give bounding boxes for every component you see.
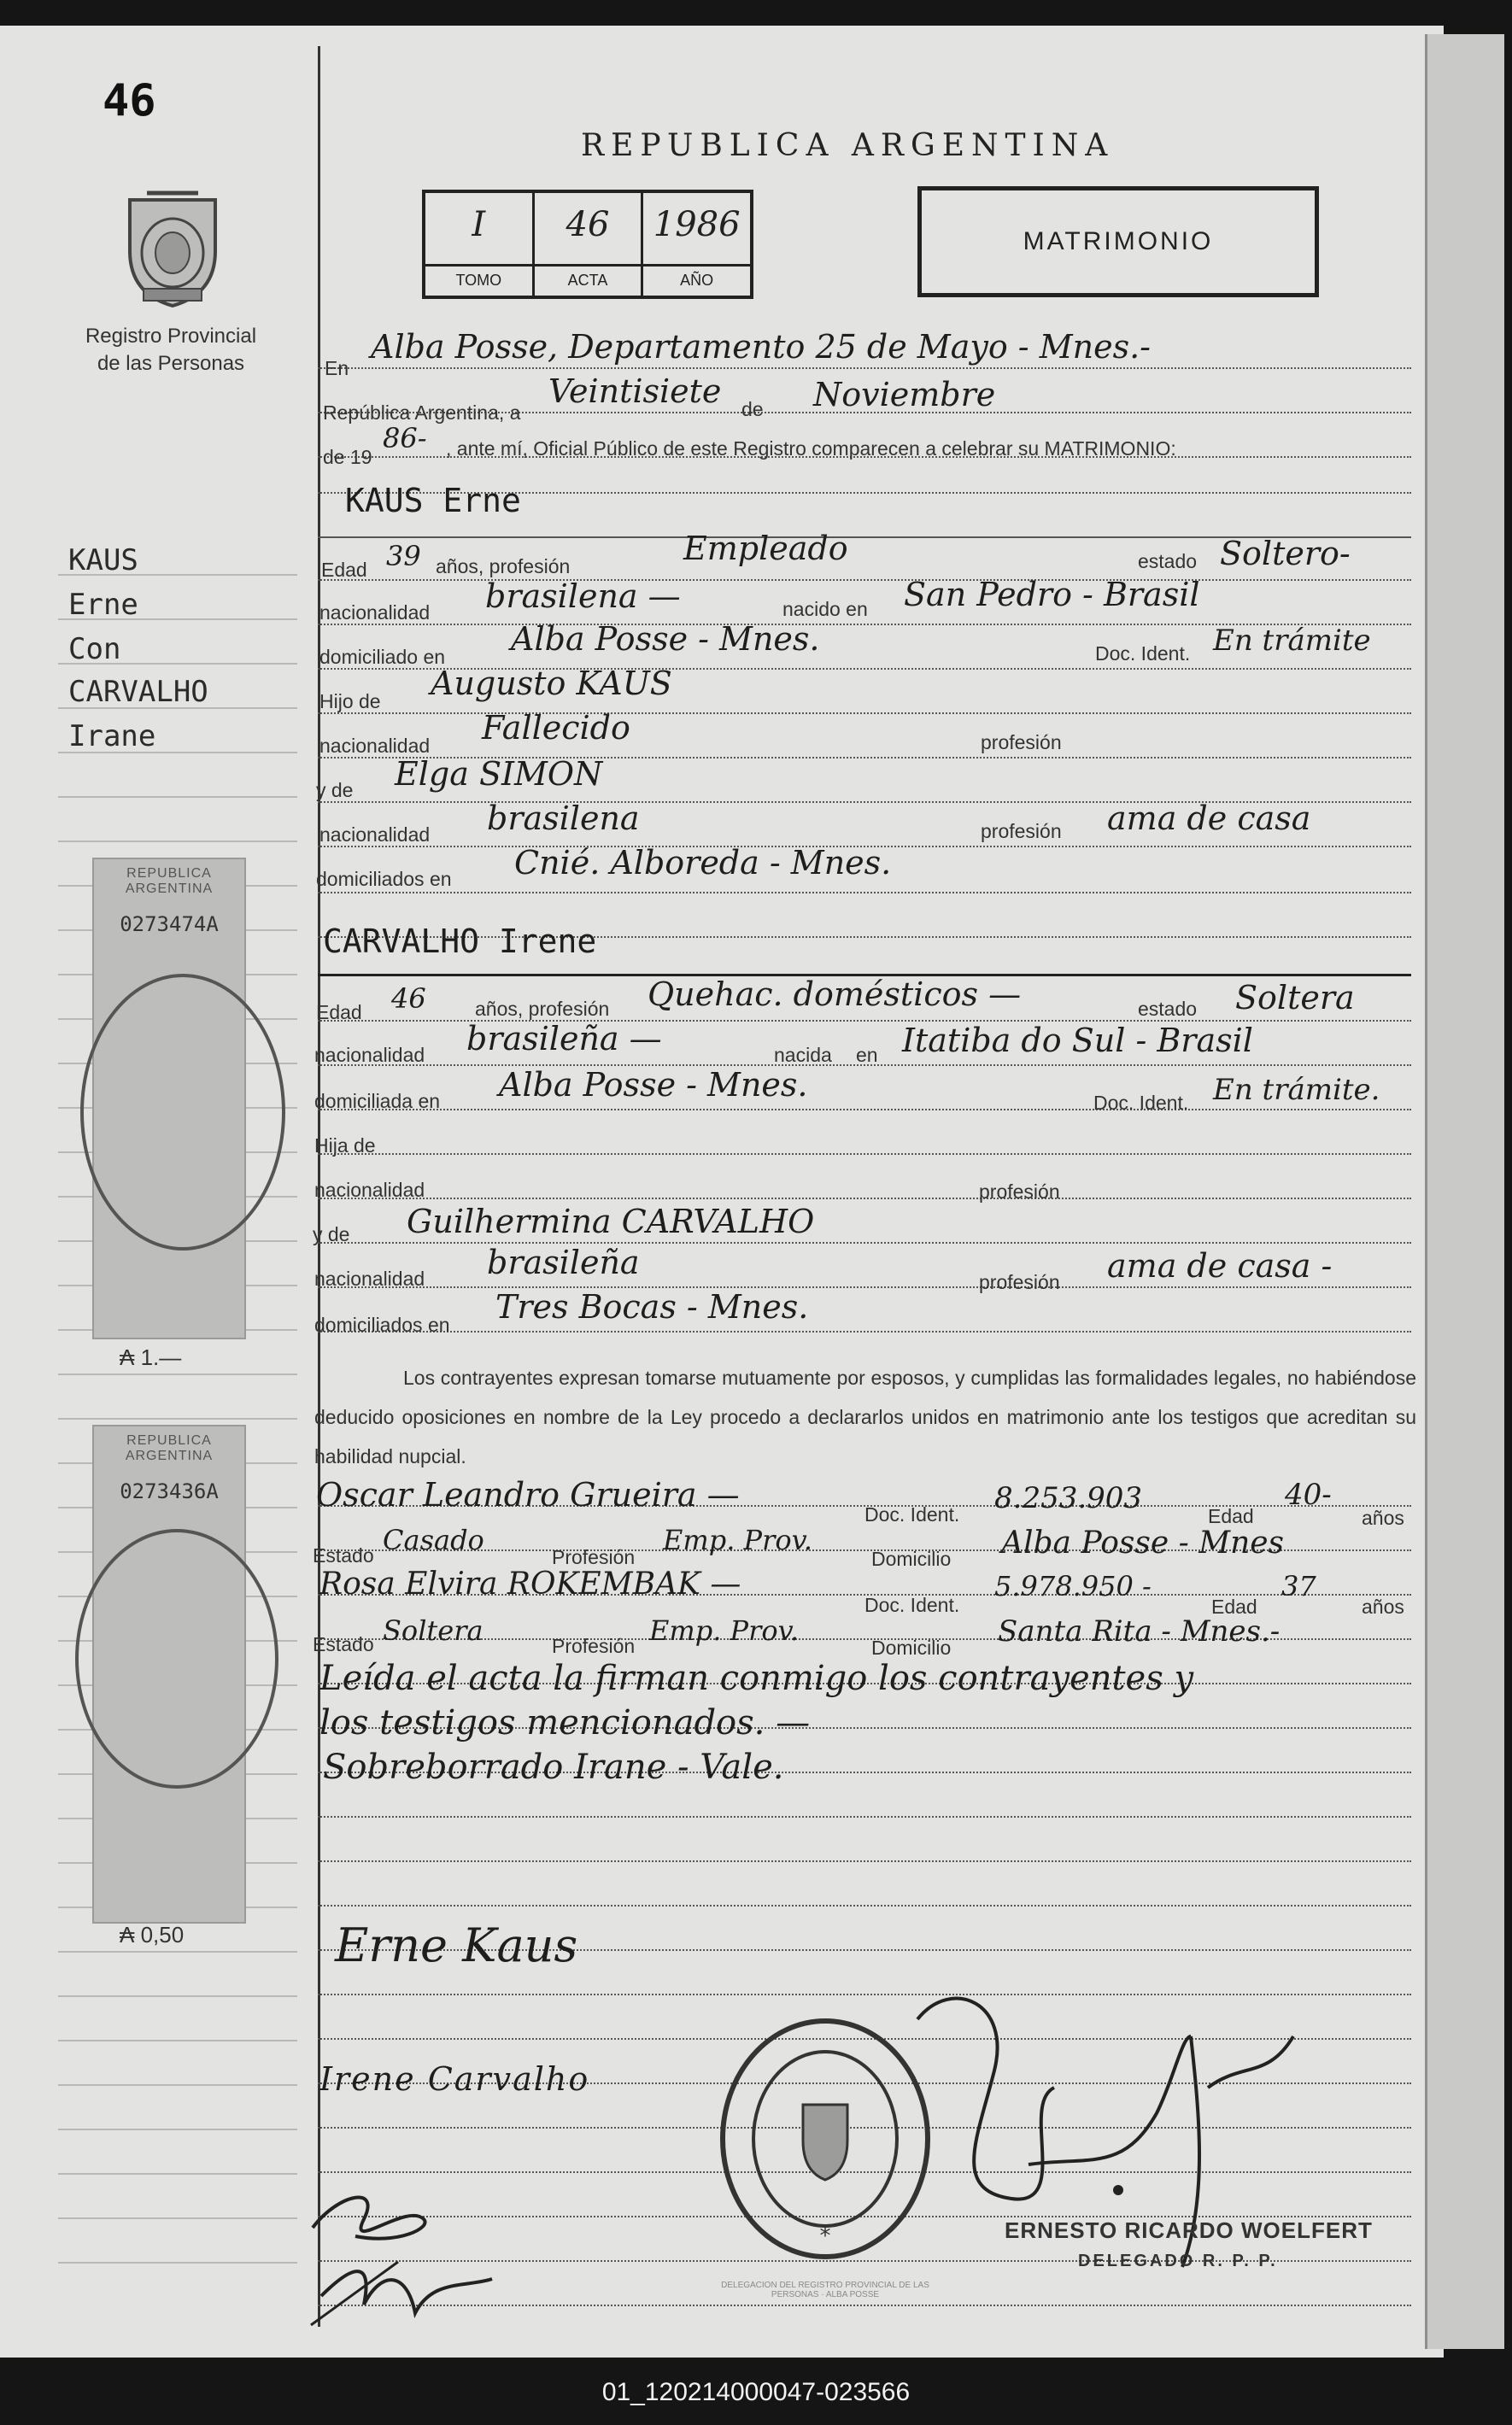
margin-line — [58, 1418, 297, 1420]
ruled-line — [318, 1242, 1411, 1244]
month-value: Noviembre — [813, 376, 996, 413]
label-doc-w1: Doc. Ident. — [864, 1503, 960, 1526]
acta-value: 46 — [566, 205, 610, 244]
bride-mother: Guilhermina CARVALHO — [407, 1203, 815, 1240]
bride-nationality: brasileña — — [466, 1020, 662, 1057]
margin-line — [58, 841, 297, 842]
bride-signature: Irene Carvalho — [319, 2060, 590, 2098]
witness-2-status: Soltera — [383, 1614, 483, 1647]
acta-label: ACTA — [535, 264, 642, 296]
margin-name-4: CARVALHO — [68, 675, 208, 709]
label-nacido-en: nacido en — [782, 598, 868, 620]
witness-signatures-icon — [304, 2185, 509, 2330]
label-en: En — [325, 357, 349, 379]
ruled-line — [318, 1109, 1411, 1110]
label-profesion-mother: profesión — [981, 820, 1062, 842]
place-value: Alba Posse, Departamento 25 de Mayo - Mnes.- — [371, 328, 1151, 366]
closing-line-2: los testigos mencionados. — — [319, 1703, 811, 1743]
closing-line-1: Leída el acta la firman conmigo los contrayentes y — [319, 1659, 1194, 1698]
ruled-line — [318, 1286, 1411, 1288]
label-hijo-de: Hijo de — [319, 690, 381, 712]
label-domiciliados-bride: domiciliados en — [314, 1314, 450, 1336]
stamp-1-number: 0273474A — [120, 912, 219, 936]
label-estado-groom: estado — [1138, 550, 1198, 572]
label-profesion-bride-father: profesión — [979, 1180, 1060, 1203]
margin-line — [58, 2129, 297, 2130]
label-doc-bride: Doc. Ident. — [1093, 1092, 1189, 1114]
label-domicilio-w2: Domicilio — [871, 1637, 952, 1659]
witness-1-profession: Emp. Prov. — [663, 1524, 813, 1556]
provincial-shield-icon — [118, 183, 227, 309]
label-domiciliados-groom: domiciliados en — [316, 868, 452, 890]
ruled-line — [318, 1905, 1411, 1907]
witness-2-age: 37 — [1281, 1570, 1316, 1602]
ruled-line — [318, 1331, 1411, 1333]
year-value: 86- — [383, 422, 427, 454]
document-title: REPUBLICA ARGENTINA — [581, 128, 1115, 163]
day-value: Veintisiete — [548, 372, 722, 410]
groom-mother: Elga SIMON — [395, 755, 603, 793]
registry-line-1: Registro Provincial — [85, 325, 257, 348]
witness-1-doc: 8.253.903 — [994, 1481, 1143, 1515]
acta-cell — [535, 193, 644, 296]
groom-nationality: brasilena — — [485, 577, 681, 615]
label-nacionalidad-groom: nacionalidad — [319, 601, 431, 624]
bride-doc: En trámite. — [1213, 1073, 1380, 1107]
bride-mother-nationality: brasileña — [487, 1244, 640, 1281]
bride-profession: Quehac. domésticos — — [648, 975, 1022, 1013]
stamp-1-value: ₳ 1.— — [120, 1344, 182, 1370]
bride-parents-address: Tres Bocas - Mnes. — [495, 1288, 809, 1326]
bride-mother-profession: ama de casa - — [1107, 1247, 1333, 1285]
bride-address: Alba Posse - Mnes. — [499, 1066, 808, 1104]
ruled-line — [318, 1153, 1411, 1155]
label-edad-w1: Edad — [1208, 1505, 1254, 1527]
label-profesion-father: profesión — [981, 731, 1062, 753]
ruled-line — [318, 892, 1411, 893]
witness-1-name: Oscar Leandro Grueira — — [316, 1476, 740, 1514]
tomo-value: I — [472, 205, 486, 244]
groom-name: KAUS Erne — [345, 482, 521, 519]
anio-cell — [643, 193, 750, 296]
label-nacionalidad-bride-mother: nacionalidad — [314, 1268, 425, 1290]
label-nacionalidad-bride: nacionalidad — [314, 1044, 425, 1066]
witness-1-status: Casado — [383, 1524, 484, 1556]
seal-caption: DELEGACION DEL REGISTRO PROVINCIAL DE LAS PERSONAS · ALBA POSSE — [721, 2281, 929, 2299]
witness-2-address: Santa Rita - Mnes.- — [998, 1614, 1281, 1649]
official-name: ERNESTO RICARDO WOELFERT — [1005, 2217, 1373, 2243]
label-nacida: nacida — [774, 1044, 832, 1066]
margin-line — [58, 796, 297, 798]
bride-status: Soltera — [1235, 979, 1355, 1016]
stamp-2-header: REPUBLICA ARGENTINA — [125, 1433, 214, 1463]
ruled-line — [318, 1860, 1411, 1862]
ruled-line — [318, 1198, 1411, 1199]
ruled-line — [318, 367, 1411, 369]
record-box — [422, 190, 753, 299]
margin-name-1: KAUS — [68, 543, 138, 577]
anio-value: 1986 — [653, 205, 741, 244]
groom-mother-profession: ama de casa — [1107, 800, 1311, 837]
label-nacionalidad-mother: nacionalidad — [319, 823, 431, 846]
groom-mother-nationality: brasilena — [487, 800, 640, 837]
groom-signature: Erne Kaus — [335, 1918, 578, 1972]
label-estado-w1: Estado — [313, 1544, 374, 1567]
stamp-2-value: ₳ 0,50 — [120, 1922, 185, 1948]
groom-birthplace: San Pedro - Brasil — [904, 576, 1200, 613]
bride-birthplace: Itatiba do Sul - Brasil — [902, 1022, 1253, 1059]
margin-name-2: Erne — [68, 588, 138, 622]
closing-line-3: Sobreborrado Irane - Vale. — [323, 1748, 784, 1787]
registry-name — [60, 323, 282, 378]
label-y-de-groom: y de — [316, 779, 354, 801]
margin-name-5: Irane — [68, 719, 156, 753]
groom-profession: Empleado — [683, 530, 848, 567]
groom-father: Augusto KAUS — [431, 665, 672, 702]
label-nacionalidad-bride-father: nacionalidad — [314, 1179, 425, 1201]
folio-number: 46 — [103, 75, 156, 126]
label-anos-w1: años — [1362, 1507, 1404, 1529]
groom-address: Alba Posse - Mnes. — [511, 620, 820, 658]
page-edge — [1425, 34, 1504, 2349]
registry-seal-stamp-1 — [80, 974, 285, 1251]
label-profesion-w2: Profesión — [552, 1635, 636, 1657]
label-edad-bride: Edad — [316, 1001, 362, 1023]
stamp-2-number: 0273436A — [120, 1479, 219, 1503]
witness-2-profession: Emp. Prov. — [649, 1614, 800, 1647]
label-republica: República Argentina, a — [323, 401, 521, 424]
label-anos-w2: años — [1362, 1596, 1404, 1618]
anio-label: AÑO — [643, 264, 750, 296]
margin-line — [58, 2217, 297, 2219]
witness-1-address: Alba Posse - Mnes — [1001, 1526, 1285, 1561]
stamp-1-header: REPUBLICA ARGENTINA — [125, 866, 214, 896]
label-estado-bride: estado — [1138, 998, 1198, 1020]
witness-2-doc: 5.978.950 - — [994, 1570, 1152, 1602]
label-edad-w2: Edad — [1211, 1596, 1257, 1618]
declaration-paragraph: Los contrayentes expresan tomarse mutuamente por esposos, y cumplidas las formalidades legales, no habiéndose deducido oposiciones en nombre de la Ley procedo a declararlos unidos en matrimonio ante los testigos que acreditan su habilidad nupcial. — [314, 1367, 1416, 1467]
image-identifier: 01_120214000047-023566 — [601, 2378, 911, 2406]
margin-line — [58, 2262, 297, 2264]
tomo-label: TOMO — [425, 264, 532, 296]
label-domiciliado-groom: domiciliado en — [319, 646, 446, 668]
label-y-de-bride: y de — [313, 1223, 350, 1245]
official-role: DELEGADO R. P. P. — [1078, 2252, 1278, 2270]
margin-line — [58, 1374, 297, 1375]
label-de-19: de 19 — [323, 446, 372, 468]
bride-age: 46 — [391, 982, 426, 1015]
label-profesion-w1: Profesión — [552, 1546, 636, 1568]
ruled-line — [318, 1816, 1411, 1818]
groom-status: Soltero- — [1220, 535, 1351, 572]
witness-1-age: 40- — [1285, 1478, 1332, 1512]
registry-seal-stamp-2 — [75, 1529, 278, 1789]
act-type-box: MATRIMONIO — [917, 186, 1319, 297]
margin-line — [58, 2040, 297, 2041]
groom-parents-address: Cnié. Alboreda - Mnes. — [514, 844, 892, 882]
label-de-mes: de — [741, 398, 764, 420]
witness-2-name: Rosa Elvira ROKEMBAK — — [319, 1567, 741, 1602]
label-doc-groom: Doc. Ident. — [1095, 642, 1191, 665]
label-hija-de: Hija de — [314, 1134, 376, 1157]
label-profesion-bride-mother: profesión — [979, 1271, 1060, 1293]
groom-age: 39 — [386, 540, 421, 572]
bride-name: CARVALHO Irene — [323, 923, 597, 960]
label-edad-groom: Edad — [321, 559, 367, 581]
appearance-text: , ante mí, Oficial Público de este Registro comparecen a celebrar su MATRIMONIO: — [446, 437, 1176, 460]
tomo-cell — [425, 193, 535, 296]
margin-line — [58, 1995, 297, 1997]
label-en-bride: en — [856, 1044, 878, 1066]
margin-line — [58, 2173, 297, 2175]
label-estado-w2: Estado — [313, 1633, 374, 1655]
groom-doc: En trámite — [1213, 624, 1371, 658]
margin-line — [58, 2084, 297, 2086]
registry-line-2: de las Personas — [97, 352, 245, 375]
groom-father-nationality: Fallecido — [482, 709, 630, 747]
label-profesion-bride: años, profesión — [475, 998, 610, 1020]
label-nacionalidad-father: nacionalidad — [319, 735, 431, 757]
margin-line — [58, 1951, 297, 1953]
ruled-line — [318, 579, 1411, 581]
svg-text:*: * — [819, 2223, 831, 2249]
margin-name-3: Con — [68, 632, 121, 666]
label-doc-w2: Doc. Ident. — [864, 1594, 960, 1616]
label-domicilio-w1: Domicilio — [871, 1548, 952, 1570]
label-domiciliada-bride: domiciliada en — [314, 1090, 441, 1112]
label-profesion-groom: años, profesión — [436, 555, 571, 577]
